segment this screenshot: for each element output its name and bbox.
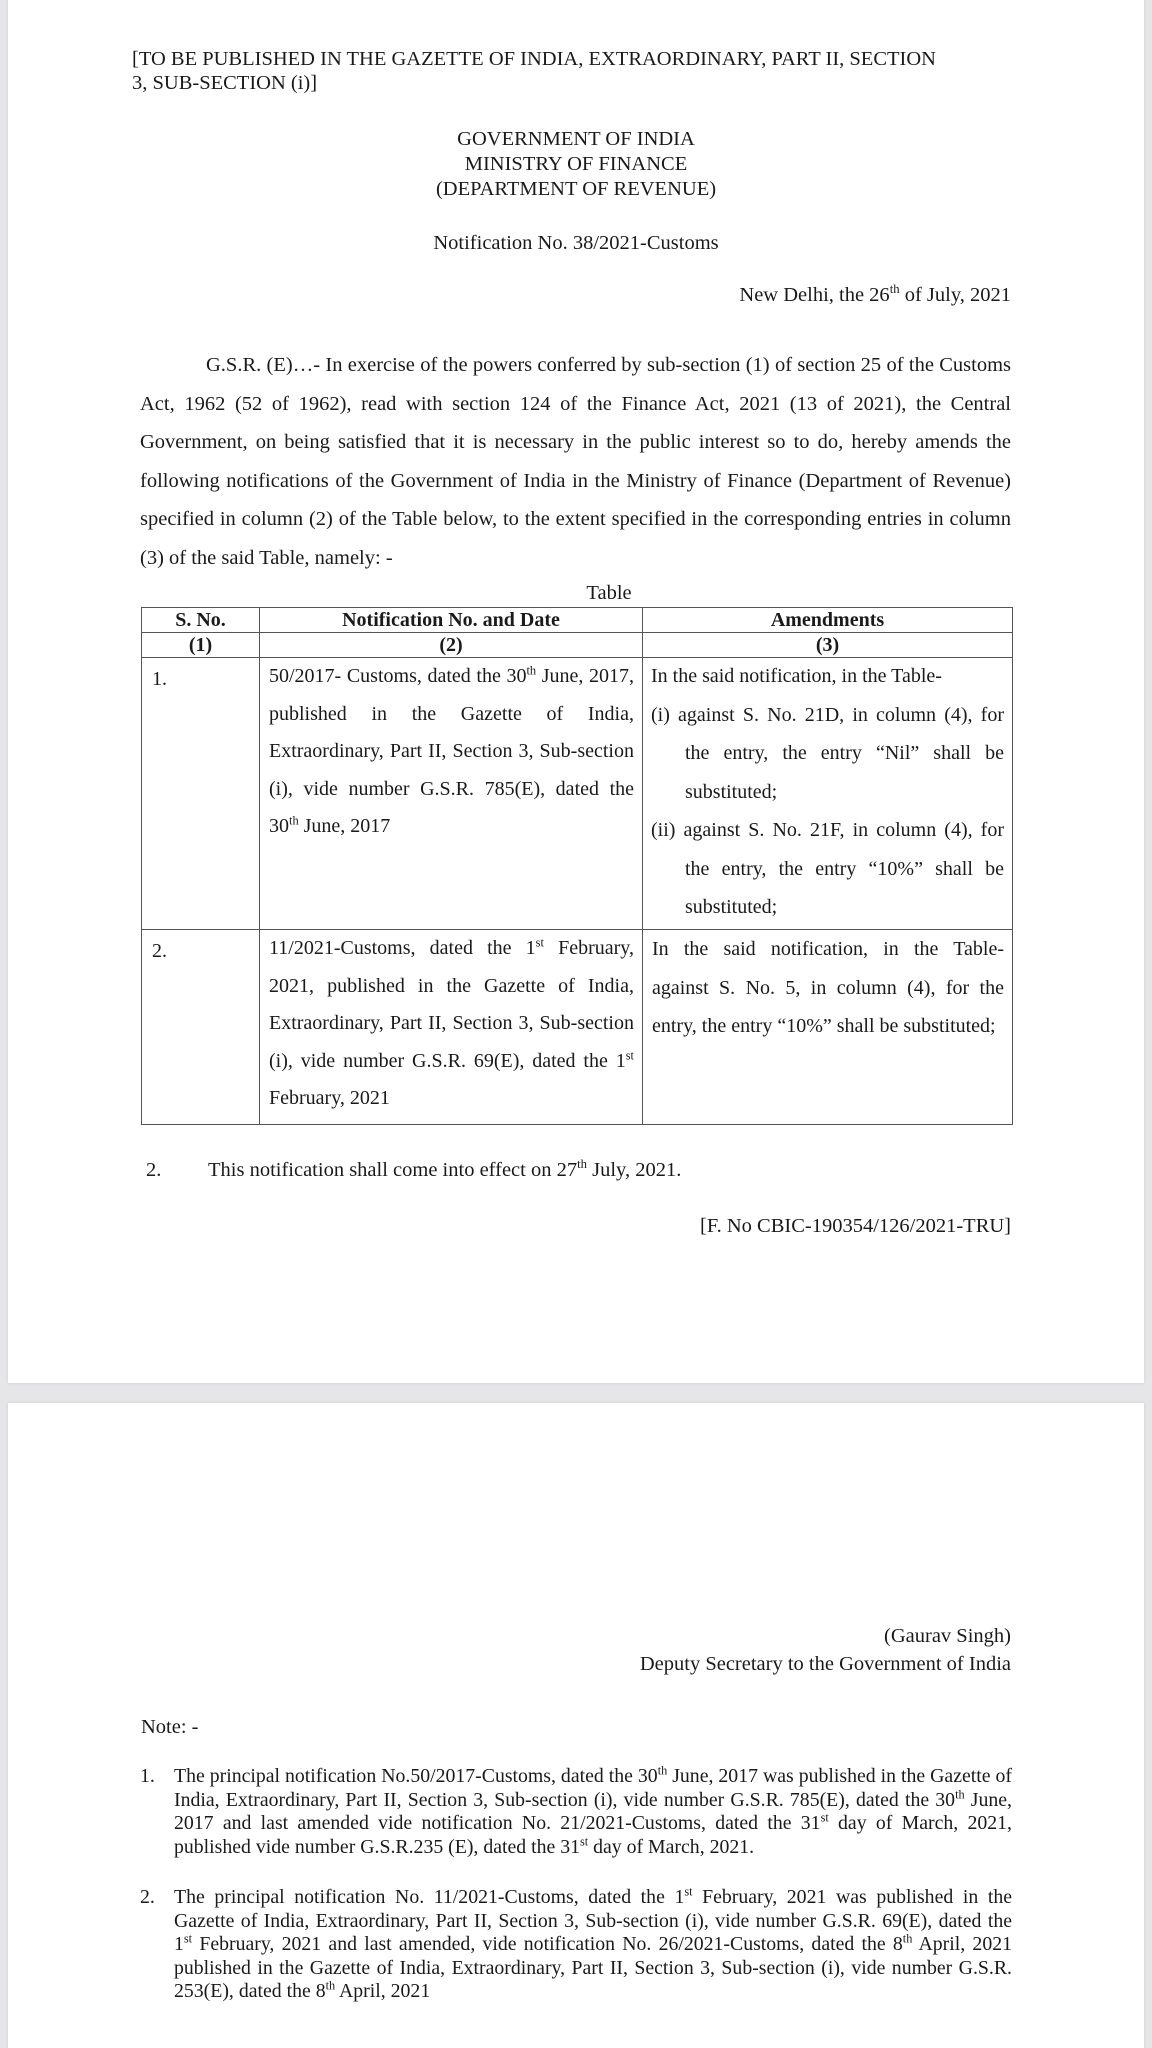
signatory-name: (Gaurav Singh)	[884, 1625, 1011, 1647]
table-header-row	[142, 608, 1013, 633]
publication-header-line2: 3, SUB-SECTION (i)]	[132, 72, 318, 94]
place-date-sup: th	[889, 282, 900, 297]
note-sup: th	[657, 1763, 668, 1778]
file-number: [F. No CBIC-190354/126/2021-TRU]	[700, 1215, 1011, 1237]
note-sup: st	[820, 1810, 829, 1825]
header-notification: Notification No. and Date	[260, 608, 643, 633]
table-caption: Table	[586, 582, 632, 604]
notif-sup-b: th	[289, 813, 299, 828]
publication-header	[132, 47, 1012, 95]
amendment-intro: In the said notification, in the Table-	[651, 665, 942, 687]
notif-sup-b: st	[625, 1047, 634, 1062]
note-text: June, 2017 was published in the Gazette of India, Extraordinary, Part II, Section 3, Sub-section (i), vide number G.S.R. 785(E), dated the 30	[174, 1765, 1012, 1811]
government-line: GOVERNMENT OF INDIA	[457, 128, 695, 150]
note-text: April, 2021 published in the Gazette of India, Extraordinary, Part II, Section 3, Sub-section (i), vide number G.S.R. 253(E), dated the 8	[174, 1933, 1012, 2002]
note-number: 1.	[140, 1765, 155, 1787]
notif-text-b: June, 2017, published in the Gazette of India, Extraordinary, Part II, Section 3, Sub-section (i), vide number G.S.R. 785(E), dated the 30	[269, 665, 634, 837]
notif-sup-a: th	[526, 663, 537, 678]
note-text: February, 2021 and last amended, vide notification No. 26/2021-Customs, dated the 8	[192, 1933, 903, 1955]
row-sno: 1.	[142, 658, 260, 930]
effect-statement	[208, 1159, 1008, 1182]
place-date-prefix: New Delhi, the 26	[739, 284, 890, 306]
column-number-3: (3)	[643, 633, 1013, 658]
note-text: June, 2017 and last amended vide notification No. 21/2021-Customs, dated the 31	[174, 1788, 1012, 1834]
notif-sup-a: st	[535, 935, 544, 950]
notif-text-a: 11/2021-Customs, dated the 1	[269, 937, 536, 959]
notification-number: Notification No. 38/2021-Customs	[433, 232, 719, 254]
list-item	[140, 1886, 1012, 2004]
column-number-2: (2)	[260, 633, 643, 658]
department-line: (DEPARTMENT OF REVENUE)	[435, 178, 717, 200]
note-text: day of March, 2021.	[588, 1835, 755, 1858]
note-sup: st	[183, 1931, 193, 1946]
amendment-item: (ii) against S. No. 21F, in column (4), for the entry, the entry “10%” shall be substituted;	[651, 819, 1004, 918]
place-date	[600, 284, 1011, 307]
note-list	[140, 1765, 1012, 2031]
header-amendments: Amendments	[643, 608, 1013, 633]
note-text: day of March, 2021, published vide number G.S.R.235 (E), dated the 31	[174, 1812, 1012, 1858]
amendments-table	[141, 607, 1013, 1125]
publication-header-line1: [TO BE PUBLISHED IN THE GAZETTE OF INDIA, EXTRAORDINARY, PART II, SECTION	[132, 48, 936, 70]
note-sup: th	[325, 1978, 336, 1993]
signatory-block	[500, 1622, 1011, 1678]
issuing-authority	[0, 127, 1152, 202]
effect-number: 2.	[146, 1159, 162, 1181]
effect-text-a: This notification shall come into effect on 27	[208, 1159, 578, 1181]
note-text: February, 2021 was published in the Gazette of India, Extraordinary, Part II, Section 3, Sub-section (i), vide number G.S.R. 69(E), dated the 1	[174, 1886, 1012, 1955]
note-number: 2.	[140, 1886, 155, 1908]
note-text: April, 2021	[335, 1980, 431, 2002]
table-row	[142, 930, 1013, 1125]
table-row	[142, 658, 1013, 930]
note-title: Note: -	[141, 1716, 199, 1738]
row-amendments	[643, 658, 1013, 930]
place-date-suffix: of July, 2021	[899, 284, 1011, 306]
notif-text-c: February, 2021	[269, 1087, 390, 1109]
note-text: The principal notification No.50/2017-Customs, dated the 30	[174, 1765, 658, 1787]
preamble-paragraph: G.S.R. (E)…- In exercise of the powers conferred by sub-section (1) of section 25 of the Customs Act, 1962 (52 of 1962), read with section 124 of the Finance Act, 2021 (13 of 2021), the Central Government, on being satisfied that it is necessary in the public interest so to do, hereby amends the following notifications of the Government of India in the Ministry of Finance (Department of Revenue) specified in column (2) of the Table below, to the extent specified in the corresponding entries in column (3) of the said Table, namely: -	[140, 354, 1011, 569]
amendment-item: (i) against S. No. 21D, in column (4), for the entry, the entry “Nil” shall be substituted;	[651, 703, 1004, 803]
row-notification	[260, 658, 643, 930]
amendment-text: In the said notification, in the Table- against S. No. 5, in column (4), for the entry, the entry “10%” shall be substituted;	[652, 938, 1004, 1037]
note-sup: th	[902, 1931, 913, 1946]
row-sno: 2.	[142, 930, 260, 1125]
ministry-line: MINISTRY OF FINANCE	[464, 153, 688, 175]
header-sno: S. No.	[142, 608, 260, 633]
note-sup: st	[580, 1833, 589, 1848]
column-number-1: (1)	[142, 633, 260, 658]
list-item	[140, 1765, 1012, 1859]
effect-sup: th	[577, 1157, 587, 1172]
notif-text-a: 50/2017- Customs, dated the 30	[269, 665, 527, 687]
note-sup: st	[684, 1884, 693, 1899]
note-text: The principal notification No. 11/2021-Customs, dated the 1	[174, 1886, 685, 1908]
notif-text-b: February, 2021, published in the Gazette of India, Extraordinary, Part II, Section 3, Sub-section (i), vide number G.S.R. 69(E), dated the 1	[269, 937, 634, 1072]
notif-text-c: June, 2017	[298, 815, 391, 837]
table-column-number-row	[142, 633, 1013, 658]
note-sup: th	[955, 1786, 965, 1801]
row-notification	[260, 930, 643, 1125]
signatory-designation: Deputy Secretary to the Government of India	[639, 1653, 1011, 1675]
row-amendments	[643, 930, 1013, 1125]
effect-text-b: July, 2021.	[587, 1159, 682, 1181]
